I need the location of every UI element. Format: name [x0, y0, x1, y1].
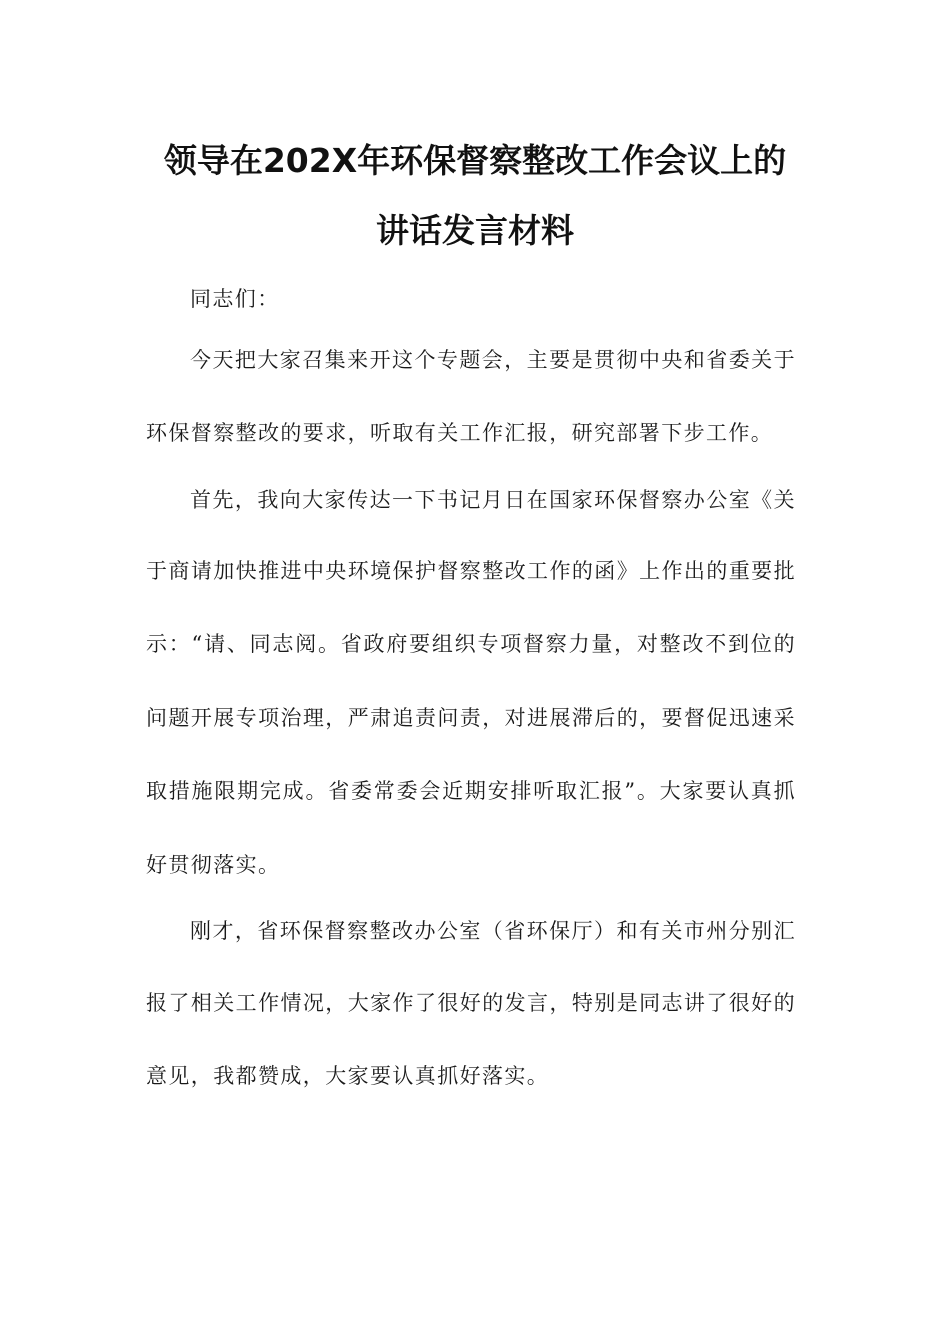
paragraph-2-line: 首先，我向大家传达一下书记月日在国家环保督察办公室《关: [190, 488, 796, 512]
paragraph-3-line: 报了相关工作情况，大家作了很好的发言，特别是同志讲了很好的: [146, 991, 796, 1015]
document-title-line-1: 领导在202X年环保督察整改工作会议上的: [163, 141, 787, 180]
salutation: 同志们：: [190, 287, 280, 311]
paragraph-2-line: 好贯彻落实。: [146, 853, 281, 877]
paragraph-2-line: 问题开展专项治理，严肃追责问责，对进展滞后的，要督促迅速采: [146, 706, 796, 730]
paragraph-2-line: 取措施限期完成。省委常委会近期安排听取汇报”。大家要认真抓: [146, 779, 796, 803]
paragraph-1-line: 环保督察整改的要求，听取有关工作汇报，研究部署下步工作。: [146, 421, 774, 445]
paragraph-2-line: 示：“请、同志阅。省政府要组织专项督察力量，对整改不到位的: [146, 632, 796, 656]
paragraph-2-line: 于商请加快推进中央环境保护督察整改工作的函》上作出的重要批: [146, 559, 796, 583]
document-title-line-2: 讲话发言材料: [376, 211, 574, 250]
paragraph-3-line: 刚才，省环保督察整改办公室（省环保厅）和有关市州分别汇: [190, 919, 796, 943]
paragraph-1-line: 今天把大家召集来开这个专题会，主要是贯彻中央和省委关于: [190, 348, 796, 372]
paragraph-3-line: 意见，我都赞成，大家要认真抓好落实。: [146, 1064, 550, 1088]
